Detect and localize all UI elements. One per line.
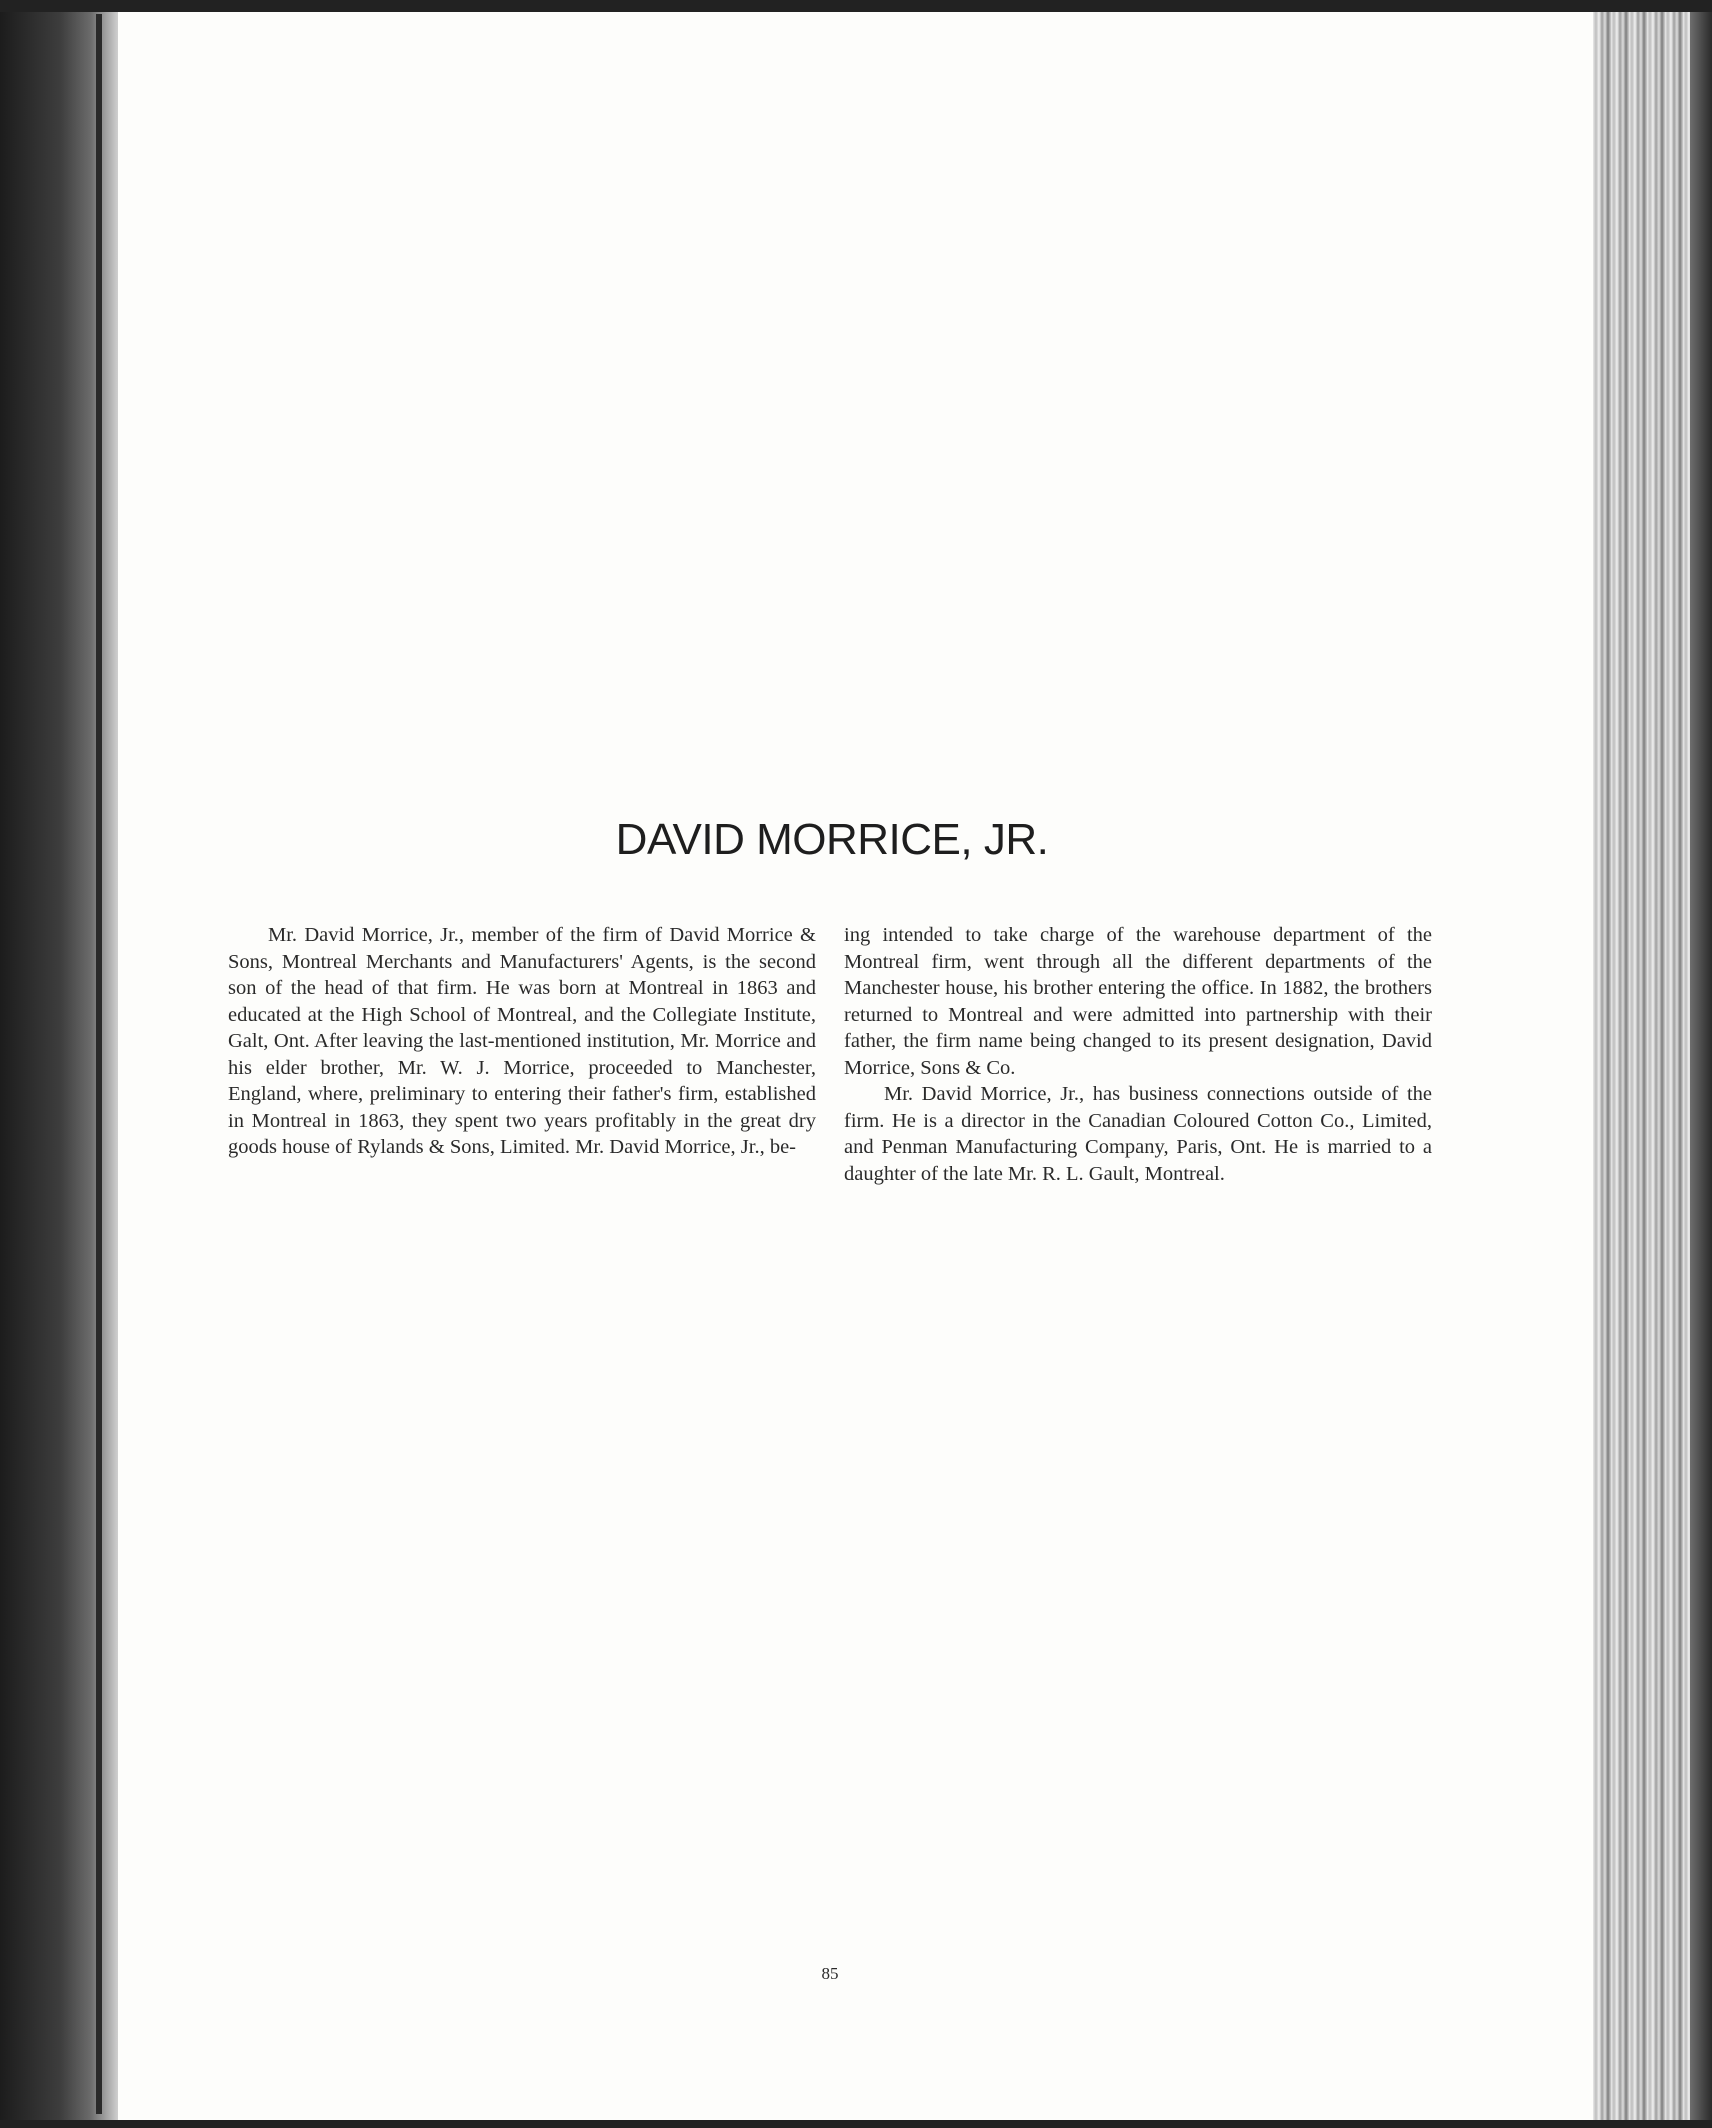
text-column-left (228, 922, 816, 1161)
book-page-edges (1593, 0, 1712, 2128)
page-number: 85 (821, 1964, 839, 1983)
book-spine-line (96, 14, 102, 2114)
scan-border-bottom (0, 2120, 1712, 2128)
paragraph-2: Mr. David Morrice, Jr., has business connections outside of the firm. He is a director in the Canadian Coloured Cotton Co., Limited, and Penman Manufacturing Company, Paris, Ont. He is married to a daughter of the late Mr. R. L. Gault, Montreal. (844, 1083, 1432, 1185)
scan-border-top (0, 0, 1712, 12)
paragraph-1-continued: ing intended to take charge of the warehouse department of the Montreal firm, went through all the different departments of the Manchester house, his brother entering the office. In 1882, the brothers returned to Montreal and were admitted into partnership with their father, the firm name being changed to its present designation, David Morrice, Sons & Co. (844, 924, 1432, 1079)
page-title: DAVID MORRICE, JR. (615, 815, 1049, 864)
text-column-right (844, 922, 1432, 1187)
paragraph-1: Mr. David Morrice, Jr., member of the firm of David Morrice & Sons, Montreal Merchants and Manufacturers' Agents, is the second son of the head of that firm. He was born at Montreal in 1863 and educated at the High School of Montreal, and the Collegiate Institute, Galt, Ont. After leaving the last-mentioned institution, Mr. Morrice and his elder brother, Mr. W. J. Morrice, proceeded to Manchester, England, where, preliminary to entering their father's firm, established in Montreal in 1863, they spent two years profitably in the great dry goods house of Rylands & Sons, Limited. Mr. David Morrice, Jr., be- (228, 924, 816, 1158)
